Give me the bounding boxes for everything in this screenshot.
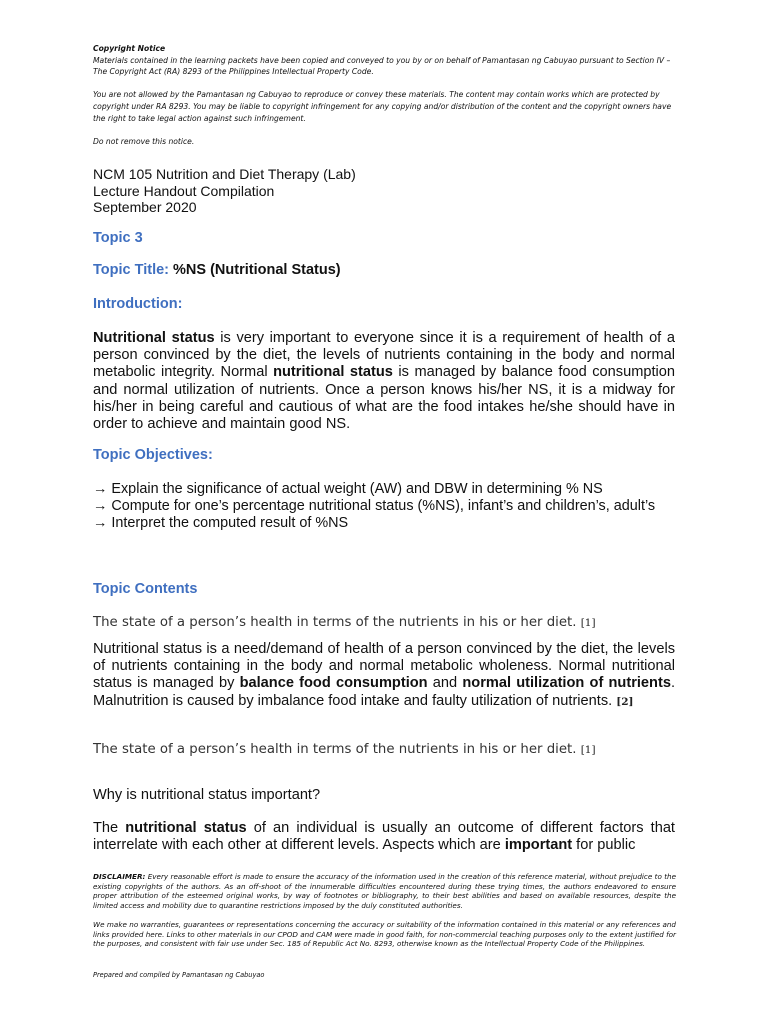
contents-heading: Topic Contents (93, 581, 198, 597)
objective-item: → Interpret the computed result of %NS (93, 514, 349, 531)
intro-bold-1: Nutritional status (93, 330, 215, 346)
definition-line-2: The state of a person’s health in terms of the nutrients in his or her diet. [1] (93, 742, 596, 757)
intro-paragraph (93, 330, 675, 433)
reference-1-repeat: [1] (580, 744, 596, 756)
intro-bold-2: nutritional status (273, 364, 393, 381)
question-line: Why is nutritional status important? (93, 787, 321, 803)
course-header (93, 166, 356, 216)
disclaimer-label: DISCLAIMER: (93, 872, 146, 881)
importance-paragraph: The nutritional status of an individual is usually an outcome of different factors that interrelate with each other at different levels. Aspects which are important for public (93, 820, 675, 854)
copyright-title: Copyright Notice (93, 44, 166, 53)
objective-item: → Explain the significance of actual weight (AW) and DBW in determining % NS (93, 481, 603, 497)
reference-2: [2] (616, 695, 634, 708)
course-subtitle: Lecture Handout Compilation (93, 182, 275, 199)
arrow-right-icon: → (93, 497, 108, 514)
objective-item: → Compute for one’s percentage nutritional status (%NS), infant’s and children’s, adult’s (93, 497, 656, 514)
prepared-by: Prepared and compiled by Pamantasan ng Cabuyao (93, 971, 265, 979)
course-title: NCM 105 Nutrition and Diet Therapy (Lab) (93, 166, 356, 182)
objectives-list (93, 481, 675, 531)
topic-number: Topic 3 (93, 230, 143, 246)
topic-title-value: %NS (Nutritional Status) (173, 262, 341, 278)
definition-line-1: The state of a person’s health in terms of the nutrients in his or her diet. [1] (93, 615, 596, 630)
contents-paragraph: Nutritional status is a need/demand of health of a person convinced by the diet, the levels of nutrients containing in the body and normal metabolic wholeness. Normal nutritional status is managed by balance food consumption and normal utilization of nutrients. Malnutrition is caused by imbalance food intake and faulty utilization of nutrients. [2] (93, 641, 676, 709)
topic-title (93, 262, 341, 278)
disclaimer: DISCLAIMER: Every reasonable effort is made to ensure the accuracy of the information used in the creation of this reference material, without prejudice to the existing copyrights of the authors. As an off-shoot of the innumerable difficulties encountered during these trying times, the authors endeavored to ensure proper attribution of the esteemed original works, by way of footnotes or bibliography, to their best abilities and based on available resources, despite the limited access and mobility due to quarantine restrictions imposed by the duly constituted authorities. We make no warranties, guarantees or representations concerning the accuracy or suitability of the information contained in this material or any references and links provided here. Links to other materials in our CPOD and CAM were made in good faith, for non-commercial teaching purposes only to the extent justified for the purposes, and consistent with fair use under Sec. 185 of Republic Act No. 8293, otherwise known as the Intellectual Property Code of the Philippines. (93, 872, 676, 949)
objectives-heading: Topic Objectives: (93, 447, 213, 463)
reference-1: [1] (580, 617, 596, 629)
copyright-para-1: Materials contained in the learning packets have been copied and conveyed to you by or on behalf of Pamantasan ng Cabuyao pursuant to Section IV – The Copyright Act (RA) 8293 of the Philippines Intellectual Property Code. (93, 55, 671, 77)
disclaimer-para-2: We make no warranties, guarantees or representations concerning the accuracy or suitability of the information contained in this material or any references and links provided here. Links to other materials in our CPOD and CAM were made in good faith, for non-commercial teaching purposes only to the extent justified for the purposes, and consistent with fair use under Sec. 185 of Republic Act No. 8293, otherwise known as the Intellectual Property Code of the Philippines. (93, 919, 676, 949)
intro-text-1: is very important to everyone since it is a requirement of health of a person convinced by the diet, the levels of nutrients containing in the body and normal metabolic integrity. Normal (93, 330, 676, 381)
copyright-para-2: You are not allowed by the Pamantasan ng Cabuyao to reproduce or convey these materials. The content may contain works which are protected by copyright under RA 8293. You may be liable to copyright infringement for any copying and/or distribution of the content and the copyright owners have the right to take legal action against such infringement. (93, 90, 672, 123)
copyright-notice (93, 43, 683, 147)
arrow-right-icon: → (93, 514, 108, 531)
topic-title-label: Topic Title: (93, 262, 169, 278)
introduction-heading: Introduction: (93, 296, 183, 312)
course-date: September 2020 (93, 199, 197, 215)
arrow-right-icon: → (93, 481, 108, 497)
intro-text-2: is managed by balance food consumption and normal utilization of nutrients. Once a person knows his/her NS, it is a midway for his/her in being careful and cautious of what are the food intakes he/she should have in order to achieve and maintain good NS. (93, 364, 676, 433)
copyright-para-3: Do not remove this notice. (93, 136, 195, 146)
